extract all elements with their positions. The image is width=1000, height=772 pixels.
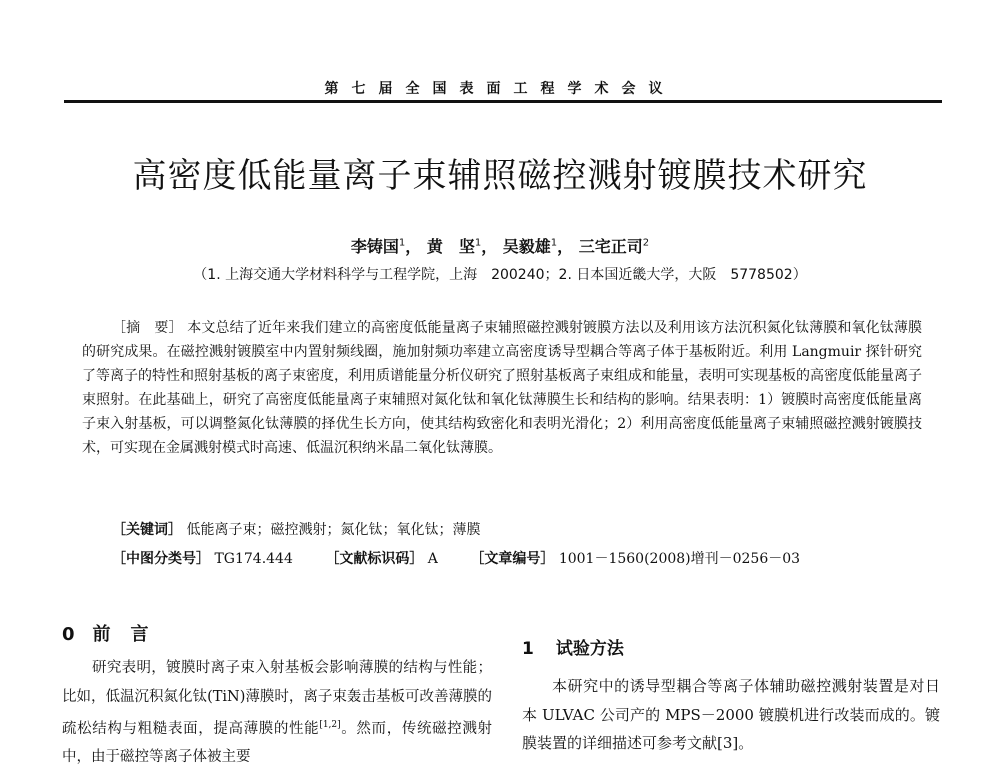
section-heading-intro <box>62 620 169 646</box>
author-sup: 1 <box>550 237 558 249</box>
section-number: 1 <box>522 639 534 659</box>
clc-value: TG174.444 <box>214 551 293 567</box>
section-title: 试验方法 <box>555 639 624 659</box>
author-list: 李铸国$^1$， 黄 坚$^1$， 吴毅雄$^1$， 三宅正司$^2$ <box>350 237 650 256</box>
author-sup: 1 <box>398 237 406 249</box>
author-sup: 1 <box>474 237 482 249</box>
section-number: 0 <box>62 624 75 645</box>
doc-code-value: A <box>427 551 438 567</box>
article-number-label: ［文章编号］ <box>470 551 555 567</box>
section-title: 前言 <box>92 624 169 645</box>
author-name: 吴毅雄 <box>502 237 551 256</box>
abstract <box>82 316 922 460</box>
author-name: 黄 坚 <box>426 237 475 256</box>
article-number-value: 1001－1560(2008)增刊－0256－03 <box>558 551 801 567</box>
abstract-label: ［摘 要］ <box>112 320 183 336</box>
section-heading-method <box>522 634 624 659</box>
conference-header: 第七届全国表面工程学术会议 <box>324 81 676 97</box>
header-rule <box>64 100 942 103</box>
author-sup: 2 <box>642 237 650 249</box>
intro-paragraph-cont: 。然而，传统磁控溅射中，由于磁控等离子体被主要 <box>62 720 493 766</box>
doc-code-label: ［文献标识码］ <box>325 551 424 567</box>
clc-label: ［中图分类号］ <box>112 551 210 567</box>
method-body <box>522 672 940 758</box>
paper-title: 高密度低能量离子束辅照磁控溅射镀膜技术研究 <box>132 156 868 196</box>
intro-paragraph: 研究表明，镀膜时离子束入射基板会影响薄膜的结构与性能；比如，低温沉积氮化钛(TiN)薄膜时，离子束轰击基板可改善薄膜的疏松结构与粗糙表面，提高薄膜的性能 <box>62 660 492 737</box>
keywords <box>112 519 480 539</box>
author-name: 三宅正司 <box>578 237 643 256</box>
classification-line <box>112 548 800 568</box>
abstract-text: 本文总结了近年来我们建立的高密度低能量离子束辅照磁控溅射镀膜方法以及利用该方法沉积氮化钛薄膜和氧化钛薄膜的研究成果。在磁控溅射镀膜室中内置射频线圈，施加射频功率建立高密度诱导型耦合等离子体于基板附近。利用 Langmuir 探针研究了等离子的特性和照射基板的离子束密度，利用质谱能量分析仪研究了照射基板离子束组成和能量，表明可实现基板的高密度低能量离子束照射。在此基础上，研究了高密度低能量离子束辅照对氮化钛和氧化钛薄膜生长和结构的影响。结果表明：1）镀膜时高密度低能量离子束入射基板，可以调整氮化钛薄膜的择优生长方向，使其结构致密化和表明光滑化；2）利用高密度低能量离子束辅照磁控溅射镀膜技术，可实现在金属溅射模式时高速、低温沉积纳米晶二氧化钛薄膜。 <box>82 320 923 456</box>
method-paragraph: 本研究中的诱导型耦合等离子体辅助磁控溅射装置是对日本 ULVAC 公司产的 MPS－2000 镀膜机进行改装而成的。镀膜装置的详细描述可参考文献[3]。 <box>522 677 940 752</box>
intro-body <box>62 654 492 772</box>
affiliation: （1. 上海交通大学材料科学与工程学院，上海 200240；2. 日本国近畿大学，大阪 5778502） <box>193 267 807 283</box>
keywords-text: 低能离子束；磁控溅射；氮化钛；氧化钛；薄膜 <box>186 522 481 538</box>
author-name: 李铸国 <box>350 237 399 256</box>
keywords-label: ［关键词］ <box>112 522 182 538</box>
citation: [1,2] <box>319 720 341 730</box>
